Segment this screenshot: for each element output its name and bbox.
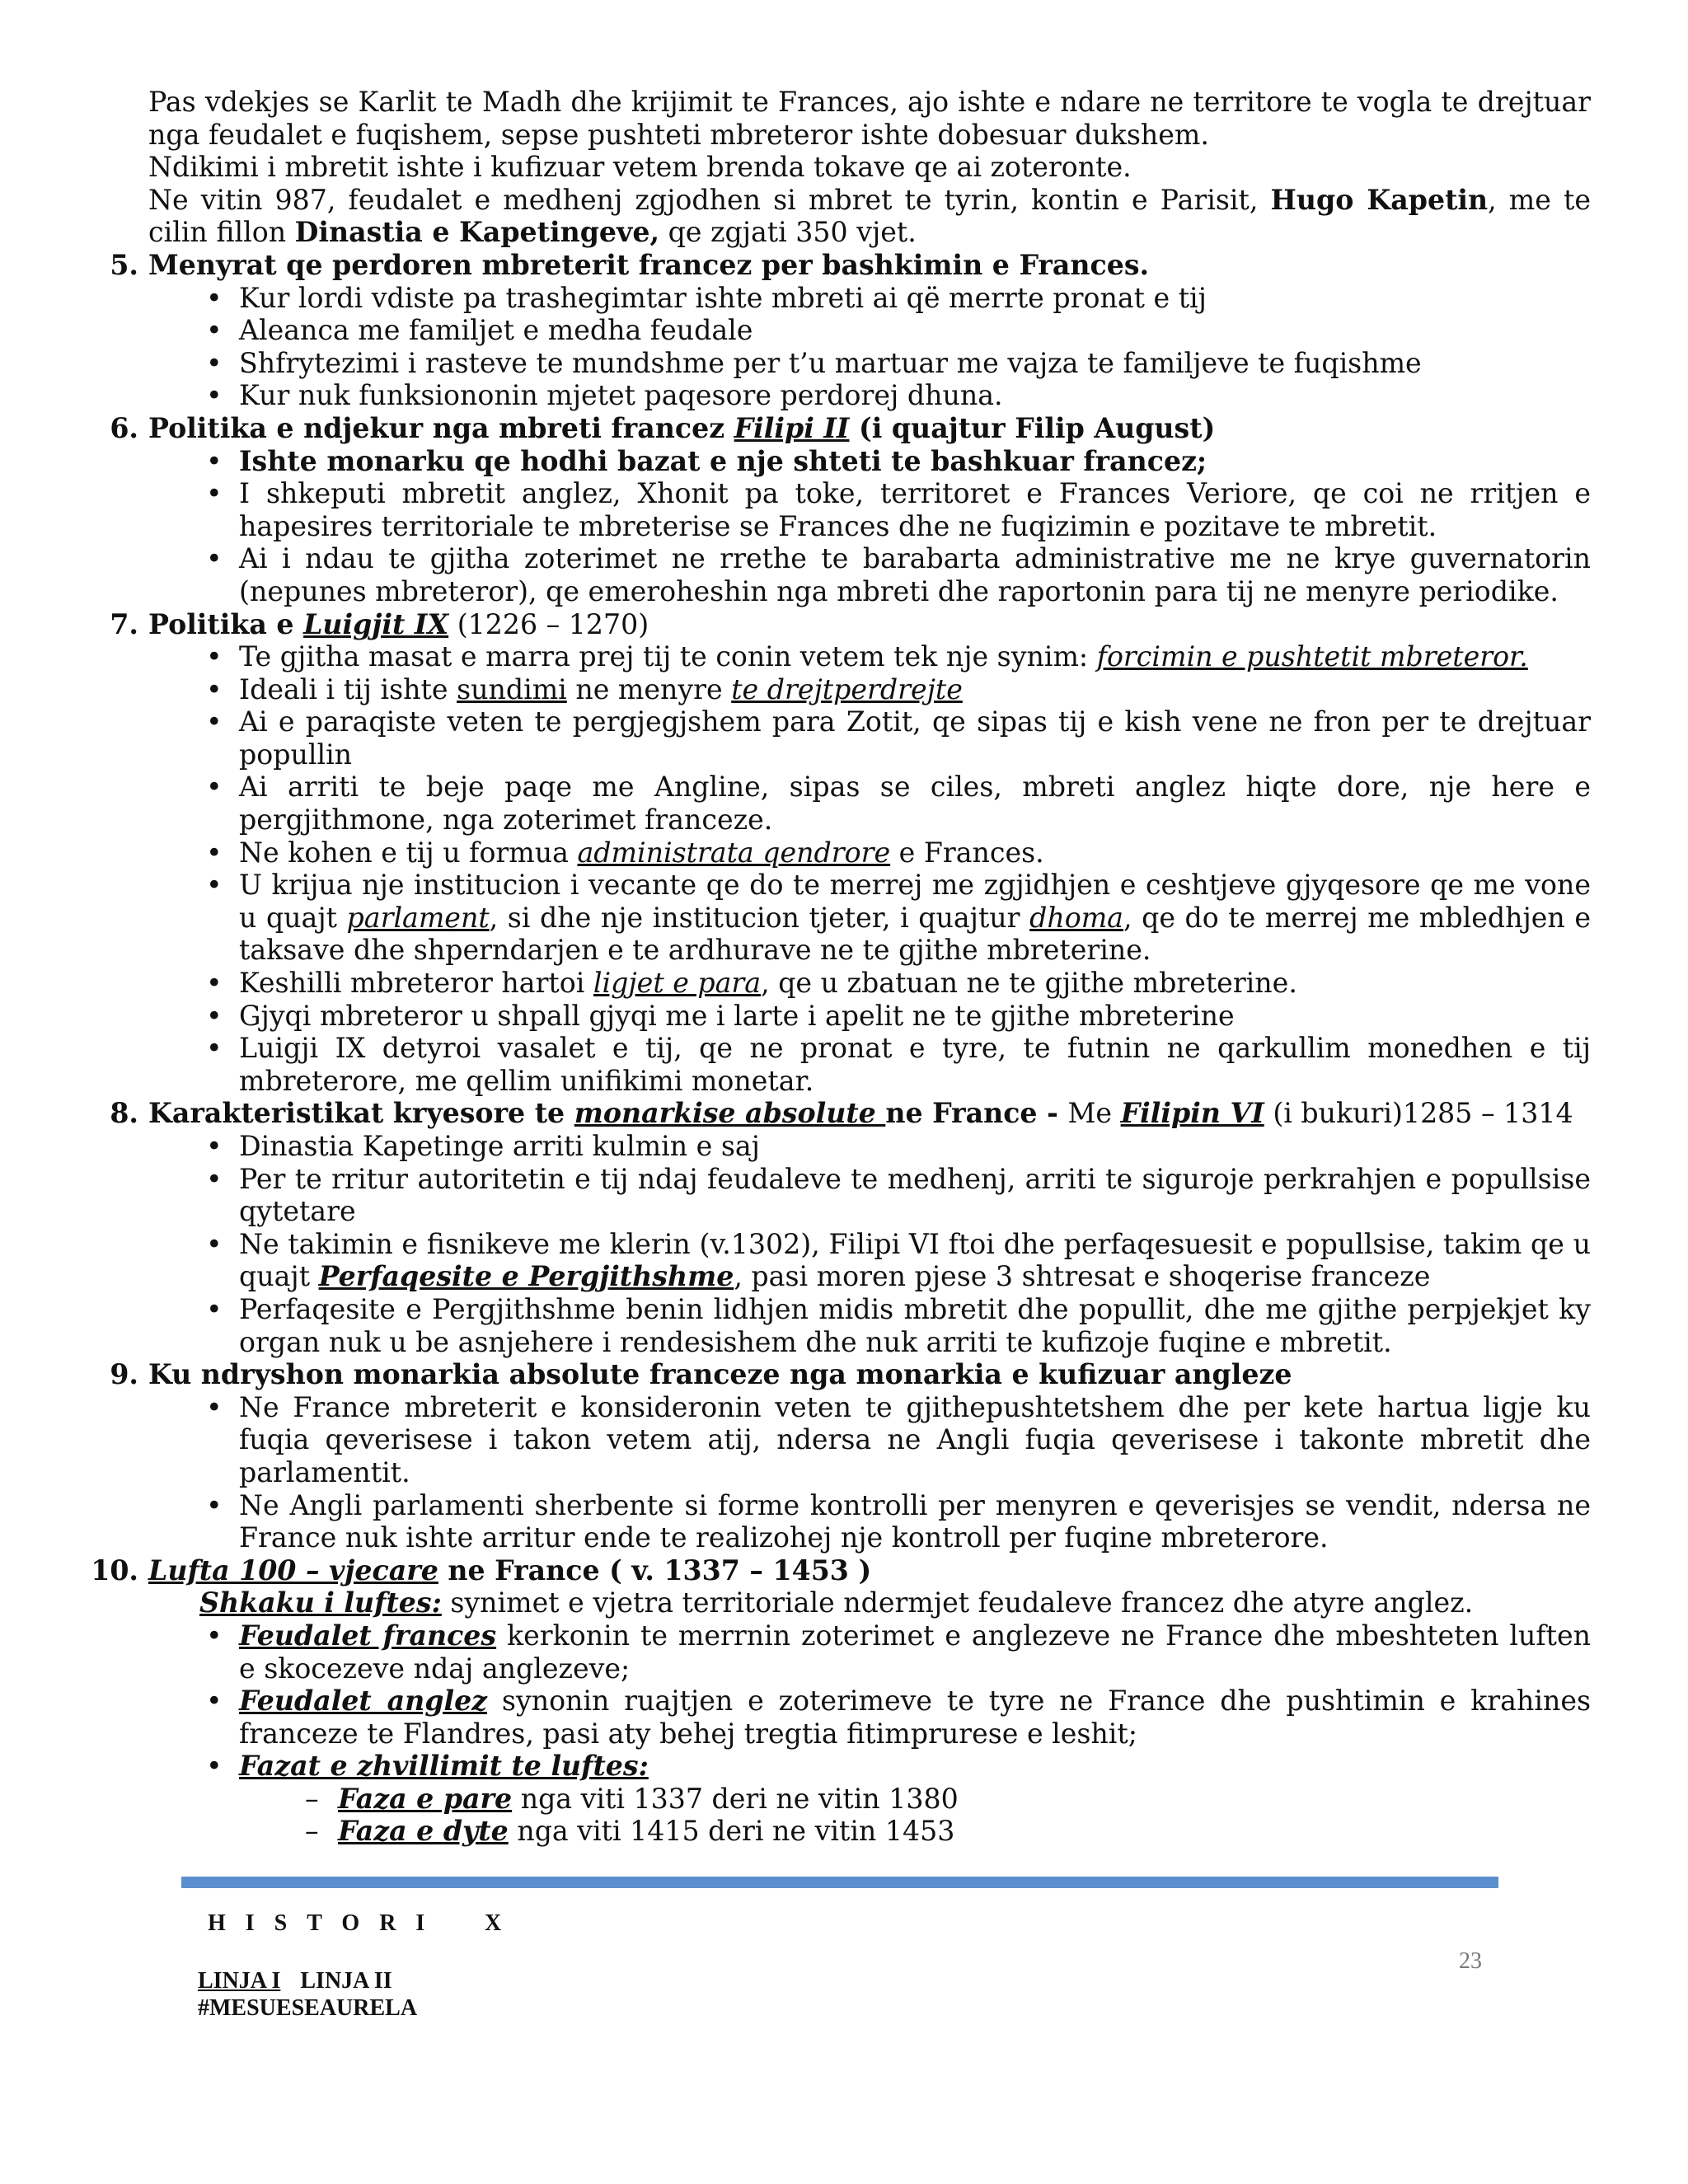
item-text: Gjyqi mbreteror u shpall gjyqi me i larte i apelit ne te gjithe mbreterine [239, 999, 1235, 1032]
item-text: I shkeputi mbretit anglez, Xhonit pa toke, territoret e Frances Veriore, qe coi ne rritjen e hapesires territoriale te mbreterise se Frances dhe ne fuqizimin e pozitave te mbretit. [239, 477, 1591, 542]
footer-grade: X [485, 1910, 502, 1936]
list-item [190, 1000, 1591, 1033]
list-item [190, 314, 1591, 347]
emphasis: Feudalet anglez [239, 1685, 488, 1718]
bullet-icon: • [206, 314, 223, 347]
content [91, 86, 1591, 1848]
item-text: Ne France mbreterit e konsideronin veten te gjithepushtetshem dhe per kete hartua ligje ku fuqia qeverisese i takon vetem atij, ndersa ne Angli fuqia qeverisese i takonte mbretit dhe parlamentit. [239, 1390, 1591, 1488]
footer-line2: LINJA II [300, 1968, 392, 1994]
list-item [190, 771, 1591, 836]
bullet-icon: • [206, 999, 223, 1032]
list-item [190, 1489, 1591, 1554]
list-item [190, 1391, 1591, 1489]
bullet-icon: • [206, 1032, 223, 1065]
bullet-icon: • [206, 1750, 223, 1783]
list-item [190, 1293, 1591, 1358]
bullet-icon: • [206, 836, 223, 869]
section-5-list [91, 282, 1591, 412]
cause-label: Shkaku i luftes: [199, 1586, 442, 1619]
section-9-list [91, 1391, 1591, 1554]
section-title-suffix: (i quajtur Filip August) [849, 411, 1216, 444]
intro-line: Pas vdekjes se Karlit te Madh dhe krijimit te Frances, ajo ishte e ndare ne territore te vogla te drejtuar nga feudalet e fuqishem, sepse pushteti mbreteror ishte dobesuar dukshem. [148, 86, 1591, 151]
item-text: Ai arriti te beje paqe me Angline, sipas se ciles, mbreti anglez hiqte dore, nje here e pergjithmone, nga zoterimet franceze. [239, 771, 1591, 837]
item-text: Te gjitha masat e marra prej tij te conin vetem tek nje synim: [239, 640, 1097, 673]
bullet-icon: • [206, 1227, 223, 1260]
bullet-icon: • [206, 281, 223, 314]
section-number: 8. [110, 1097, 138, 1130]
emphasis: Fazat e zhvillimit te luftes: [239, 1750, 649, 1783]
dash-icon: – [305, 1782, 319, 1815]
item-text: nga viti 1337 deri ne vitin 1380 [512, 1782, 959, 1815]
list-item [190, 542, 1591, 607]
section-title: Politika e [148, 607, 304, 640]
list-item [190, 445, 1591, 478]
item-text: Ne takimin e fisnikeve me klerin (v.1302), Filipi VI ftoi dhe perfaqesuesit e popullsise, takim qe u quajt [239, 1227, 1591, 1293]
item-text: Kur lordi vdiste pa trashegimtar ishte mbreti ai që merrte pronat e tij [239, 281, 1207, 314]
section-number: 6. [110, 411, 138, 444]
item-text: Dinastia Kapetinge arriti kulmin e saj [239, 1130, 760, 1162]
item-text: Kur nuk funksiononin mjetet paqesore perdorej dhuna. [239, 379, 1003, 412]
section-title-text: Me [1067, 1097, 1121, 1130]
bullet-icon: • [206, 967, 223, 1000]
list-item [190, 1130, 1591, 1163]
bullet-icon: • [206, 1390, 223, 1423]
emphasis: Faza e dyte [338, 1815, 509, 1848]
section-6-list [91, 445, 1591, 608]
emphasis: Perfaqesite e Pergjithshme [318, 1260, 734, 1293]
item-text: Ai i ndau te gjitha zoterimet ne rrethe te barabarta administrative me ne krye guvernatorin (nepunes mbreteror), qe emeroheshin nga mbreti dhe raportonin para tij ne menyre periodike. [239, 542, 1591, 607]
section-5-heading [91, 249, 1591, 282]
section-9-heading [91, 1358, 1591, 1391]
section-10-list [91, 1619, 1591, 1848]
section-title: Ku ndryshon monarkia absolute franceze nga monarkia e kufizuar angleze [148, 1358, 1292, 1391]
item-text: , pasi moren pjese 3 shtresat e shoqerise franceze [734, 1260, 1431, 1293]
intro-paragraph [148, 86, 1591, 249]
text: Ne vitin 987, feudalet e medhenj zgjodhen si mbret te tyrin, kontin e Parisit, [148, 183, 1271, 216]
bullet-icon: • [206, 705, 223, 738]
page-number: 23 [1459, 1948, 1482, 1974]
item-text: , si dhe nje institucion tjeter, i quajtur [489, 901, 1030, 934]
list-item [190, 640, 1591, 673]
section-title: Politika e ndjekur nga mbreti francez [148, 411, 734, 444]
footer-title: HISTORI [208, 1910, 445, 1936]
footer-rule [181, 1877, 1498, 1888]
intro-line: Ndikimi i mbretit ishte i kufizuar vetem brenda tokave qe ai zoteronte. [148, 151, 1132, 184]
list-subitem [288, 1815, 1591, 1848]
list-item [190, 477, 1591, 542]
bullet-icon: • [206, 444, 223, 477]
bullet-icon: • [206, 1619, 223, 1652]
lufta-100-vjecare: Lufta 100 – vjecare [148, 1554, 438, 1586]
bullet-icon: • [206, 1130, 223, 1162]
cause-line [199, 1586, 1591, 1619]
section-title-dates: ne France ( v. 1337 – 1453 ) [438, 1554, 872, 1586]
text: , me te cilin fillon [148, 183, 1591, 249]
list-item [190, 1750, 1591, 1783]
item-text: Ne kohen e tij u formua [239, 836, 578, 869]
item-text: Ne Angli parlamenti sherbente si forme kontrolli per menyren e qeverisjes se vendit, ndersa ne France nuk ishte arritur ende te realizohej nje kontroll per fuqine mbreterore. [239, 1488, 1591, 1554]
item-text: Per te rritur autoritetin e tij ndaj feudaleve te medhenj, arriti te siguroje perkrahjen e popullsise qytetare [239, 1162, 1591, 1228]
item-text: synonin ruajtjen e zoterimeve te tyre ne France dhe pushtimin e krahines franceze te Flandres, pasi aty behej tregtia fitimprurese e leshit; [239, 1685, 1591, 1750]
item-text: U krijua nje institucion i vecante qe do te merrej me zgjidhjen e ceshtjeve gjyqesore qe me vone u quajt [239, 869, 1591, 934]
filipin-vi: Filipin VI [1120, 1097, 1264, 1130]
item-text: Ideali i tij ishte [239, 673, 457, 705]
section-number: 10. [91, 1554, 138, 1586]
bullet-icon: • [206, 346, 223, 379]
section-title: Menyrat qe perdoren mbreterit francez per bashkimin e Frances. [148, 248, 1150, 281]
bullet-icon: • [206, 1162, 223, 1195]
item-text: Ishte monarku qe hodhi bazat e nje shteti te bashkuar francez; [239, 444, 1207, 477]
emphasis: dhoma [1029, 901, 1123, 934]
footer-tag: #MESUESEAURELA [198, 1995, 418, 2021]
bullet-icon: • [206, 1488, 223, 1521]
bullet-icon: • [206, 542, 223, 575]
section-6-heading [91, 412, 1591, 445]
list-item [190, 1228, 1591, 1293]
emphasis: Feudalet frances [239, 1619, 497, 1652]
item-text: , qe u zbatuan ne te gjithe mbreterine. [761, 967, 1297, 1000]
emphasis: ligjet e para [593, 967, 762, 1000]
section-number: 5. [110, 248, 138, 281]
cause-text: synimet e vjetra territoriale ndermjet feudaleve francez dhe atyre anglez. [441, 1586, 1474, 1619]
item-text: Perfaqesite e Pergjithshme benin lidhjen midis mbretit dhe popullit, dhe me gjithe perpjekjet ky organ nuk u be asnjehere i rendesishem dhe nuk arriti te kufizoje fuqine e mbretit. [239, 1292, 1591, 1358]
section-title: Karakteristikat kryesore te [148, 1097, 574, 1130]
item-text: ne menyre [566, 673, 732, 705]
bullet-icon: • [206, 1292, 223, 1325]
list-item [190, 347, 1591, 380]
section-title-dates: (1226 – 1270) [448, 607, 649, 640]
emphasis: forcimin e pushtetit mbreteror. [1096, 640, 1528, 673]
list-item [190, 705, 1591, 771]
hugo-kapetin: Hugo Kapetin [1270, 183, 1489, 216]
section-7-list [91, 640, 1591, 1097]
list-item [190, 379, 1591, 412]
item-text: nga viti 1415 deri ne vitin 1453 [508, 1815, 955, 1848]
section-8-heading [91, 1097, 1591, 1130]
section-title-dates: (i bukuri)1285 – 1314 [1264, 1097, 1573, 1130]
text: qe zgjati 350 vjet. [659, 216, 917, 249]
list-item [190, 282, 1591, 315]
dinastia-kapetingeve: Dinastia e Kapetingeve, [294, 216, 660, 249]
item-text: kerkonin te merrnin zoterimet e anglezeve ne France dhe mbeshteten luften e skocezeve ndaj anglezeve; [239, 1619, 1591, 1685]
item-text: e Frances. [890, 836, 1044, 869]
section-number: 7. [110, 607, 138, 640]
monarkise-absolute: monarkise absolute [574, 1097, 886, 1130]
emphasis: sundimi [457, 673, 567, 705]
section-title-mid: ne France - [885, 1097, 1068, 1130]
item-text: Keshilli mbreteror hartoi [239, 967, 593, 1000]
list-subitem [288, 1783, 1591, 1816]
luigji-ix: Luigjit IX [303, 607, 449, 640]
footer-line1: LINJA I [198, 1968, 281, 1994]
list-item [190, 1685, 1591, 1750]
list-item [190, 837, 1591, 869]
emphasis: administrata qendrore [577, 836, 891, 869]
bullet-icon: • [206, 1685, 223, 1718]
emphasis: parlament [346, 901, 490, 934]
section-10-heading [91, 1554, 1591, 1587]
bullet-icon: • [206, 379, 223, 412]
item-text: Luigji IX detyroi vasalet e tij, qe ne pronat e tyre, te futnin ne qarkullim monedhen e tij mbreterore, me qellim unifikimi monetar. [239, 1032, 1591, 1097]
item-text: Ai e paraqiste veten te pergjegjshem para Zotit, qe sipas tij e kish vene ne fron per te drejtuar popullin [239, 705, 1591, 771]
bullet-icon: • [206, 771, 223, 804]
list-item [190, 673, 1591, 706]
bullet-icon: • [206, 640, 223, 673]
filipi-ii: Filipi II [734, 411, 850, 444]
emphasis: te drejtperdrejte [731, 673, 963, 705]
bullet-icon: • [206, 477, 223, 510]
bullet-icon: • [206, 673, 223, 705]
list-item [190, 1619, 1591, 1685]
list-item [190, 1032, 1591, 1097]
list-item [190, 1163, 1591, 1228]
item-text: Shfrytezimi i rasteve te mundshme per t’u martuar me vajza te familjeve te fuqishme [239, 346, 1422, 379]
footer-lines [198, 1967, 417, 2022]
dash-icon: – [305, 1815, 319, 1848]
item-text: , qe do te merrej me mbledhjen e taksave dhe shperndarjen e te ardhurave ne te gjithe mbreterine. [239, 901, 1591, 967]
emphasis: Faza e pare [338, 1782, 513, 1815]
section-number: 9. [110, 1358, 138, 1391]
section-8-list [91, 1130, 1591, 1358]
section-7-heading [91, 608, 1591, 641]
item-text: Aleanca me familjet e medha feudale [239, 314, 753, 347]
intro-line [148, 184, 1591, 249]
list-item [190, 869, 1591, 967]
list-item [190, 967, 1591, 1000]
bullet-icon: • [206, 869, 223, 902]
